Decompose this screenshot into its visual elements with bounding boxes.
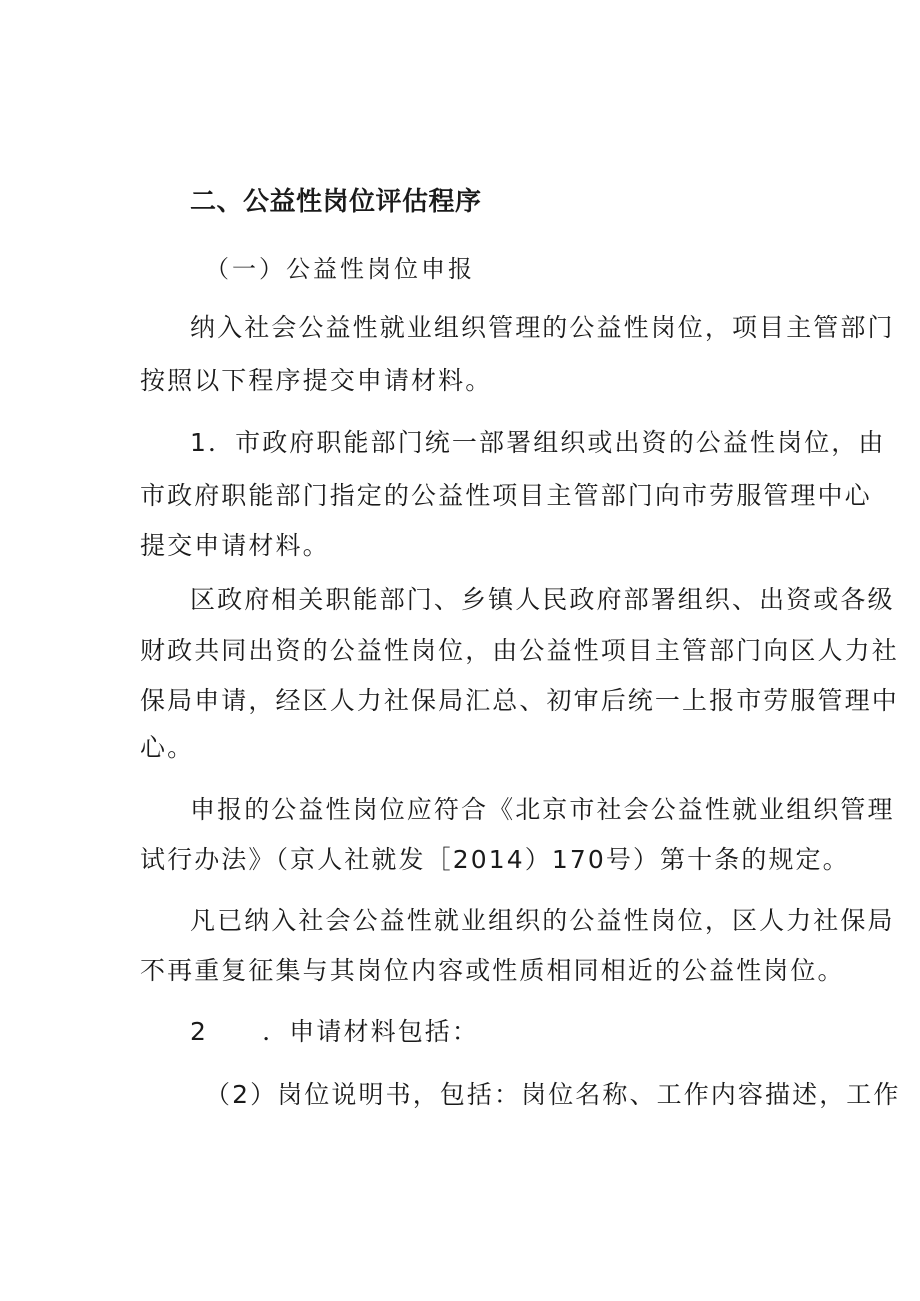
paragraph-2-line-3: 提交申请材料。: [140, 531, 330, 560]
paragraph-6-line-1: 2 ．申请材料包括：: [190, 1017, 480, 1046]
paragraph-2-line-2: 市政府职能部门指定的公益性项目主管部门向市劳服管理中心: [140, 481, 872, 510]
subsection-heading: （一）公益性岗位申报: [205, 255, 475, 283]
paragraph-4-line-1: 申报的公益性岗位应符合《北京市社会公益性就业组织管理: [190, 795, 895, 824]
paragraph-2-line-1: 1．市政府职能部门统一部署组织或出资的公益性岗位，由: [190, 428, 886, 457]
paragraph-3-line-3: 保局申请，经区人力社保局汇总、初审后统一上报市劳服管理中: [140, 686, 899, 715]
paragraph-5-line-2: 不再重复征集与其岗位内容或性质相同相近的公益性岗位。: [140, 956, 845, 985]
paragraph-5-line-1: 凡已纳入社会公益性就业组织的公益性岗位，区人力社保局: [190, 906, 895, 935]
paragraph-1-line-1: 纳入社会公益性就业组织管理的公益性岗位，项目主管部门: [190, 313, 895, 342]
paragraph-3-line-1: 区政府相关职能部门、乡镇人民政府部署组织、出资或各级: [190, 585, 895, 614]
paragraph-7-line-1: （2）岗位说明书，包括：岗位名称、工作内容描述，工作: [205, 1080, 901, 1109]
paragraph-3-line-2: 财政共同出资的公益性岗位，由公益性项目主管部门向区人力社: [140, 636, 899, 665]
section-heading: 二、公益性岗位评估程序: [190, 187, 482, 217]
paragraph-1-line-2: 按照以下程序提交申请材料。: [140, 366, 493, 395]
paragraph-3-line-4: 心。: [140, 733, 195, 762]
paragraph-4-line-2: 试行办法》（京人社就发［2014）170号）第十条的规定。: [140, 845, 850, 874]
